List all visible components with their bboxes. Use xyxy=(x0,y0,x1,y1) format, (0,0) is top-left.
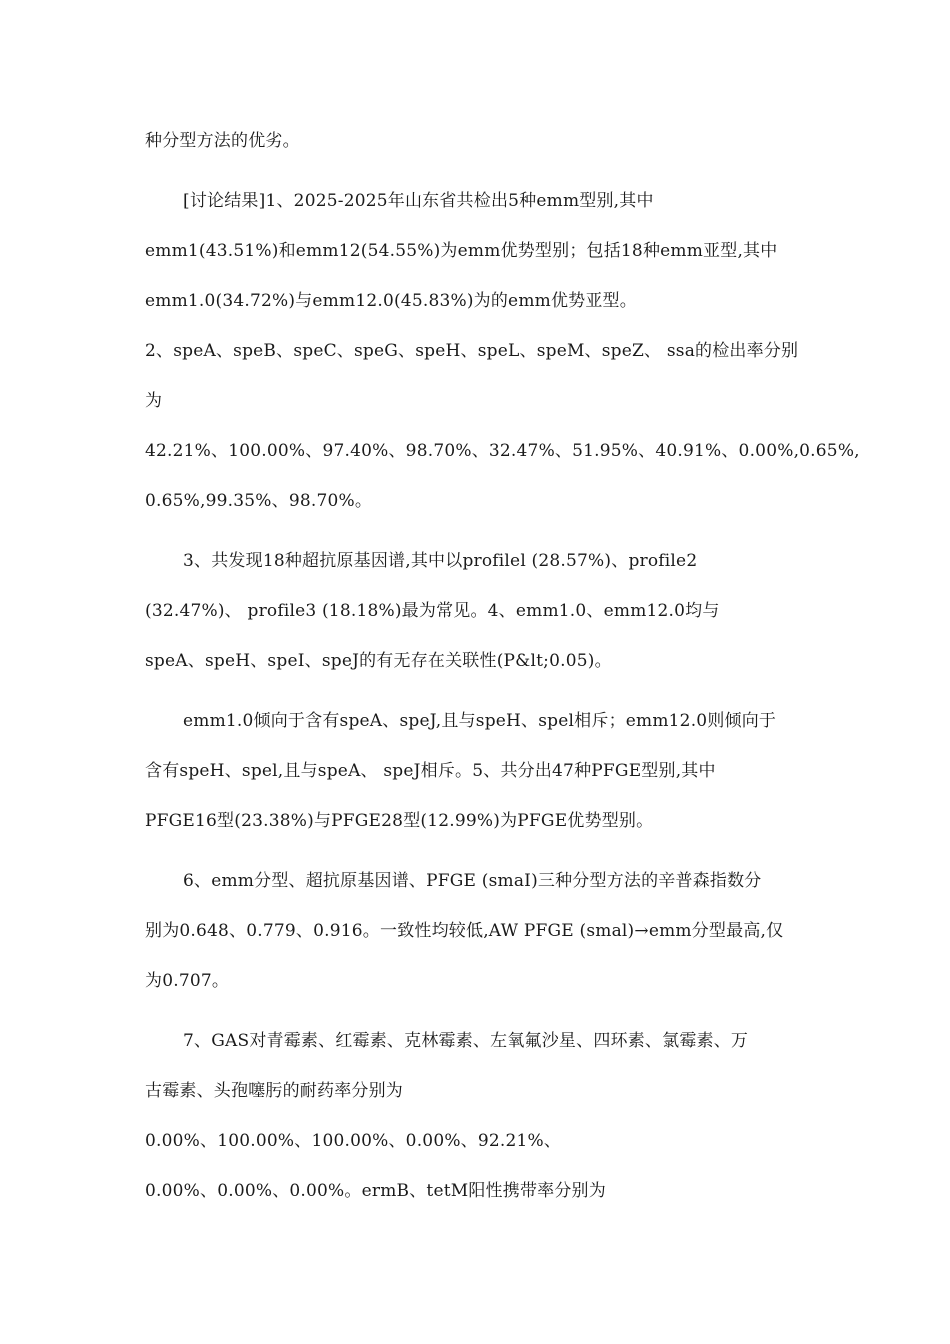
text-line: 6、emm分型、超抗原基因谱、PFGE (smaⅠ)三种分型方法的辛普森指数分 xyxy=(183,871,762,891)
text-line: 7、GAS对青霉素、红霉素、克林霉素、左氧氟沙星、四环素、氯霉素、万 xyxy=(183,1031,749,1051)
text-line: 古霉素、头孢噻肟的耐药率分别为 xyxy=(145,1081,403,1101)
text-line: speA、speH、speI、speJ的有无存在关联性(P&lt;0.05)。 xyxy=(145,651,612,671)
text-line: (32.47%)、 profile3 (18.18%)最为常见。4、emm1.0、emm12.0均与 xyxy=(145,601,720,621)
text-line: emm1.0(34.72%)与emm12.0(45.83%)为的emm优势亚型。 xyxy=(145,291,637,311)
text-line: 3、共发现18种超抗原基因谱,其中以profilel (28.57%)、profile2 xyxy=(183,551,698,571)
text-line: [讨论结果]1、2025-2025年山东省共检出5种emm型别,其中 xyxy=(183,191,654,211)
text-line: 别为0.648、0.779、0.916。一致性均较低,AW PFGE (smal)→emm分型最高,仅 xyxy=(145,921,784,941)
text-line: emm1.0倾向于含有speA、speJ,且与speH、spel相斥；emm12.0则倾向于 xyxy=(183,711,777,731)
text-line: PFGE16型(23.38%)与PFGE28型(12.99%)为PFGE优势型别。 xyxy=(145,811,654,831)
text-line: 为 xyxy=(145,391,163,411)
text-line: 为0.707。 xyxy=(145,971,230,991)
text-line: 含有speH、spel,且与speA、 speJ相斥。5、共分出47种PFGE型别,其中 xyxy=(145,761,716,781)
text-line: 2、speA、speB、speC、speG、speH、speL、speM、speZ、 ssa的检出率分别 xyxy=(145,341,799,361)
text-line: 42.21%、100.00%、97.40%、98.70%、32.47%、51.95%、40.91%、0.00%,0.65%, xyxy=(145,441,860,461)
text-line: 0.65%,99.35%、98.70%。 xyxy=(145,491,373,511)
text-line: 0.00%、0.00%、0.00%。ermB、tetM阳性携带率分别为 xyxy=(145,1181,606,1201)
text-line: 0.00%、100.00%、100.00%、0.00%、92.21%、 xyxy=(145,1131,562,1151)
text-line: 种分型方法的优劣。 xyxy=(145,131,300,151)
text-line: emm1(43.51%)和emm12(54.55%)为emm优势型别；包括18种emm亚型,其中 xyxy=(145,241,778,261)
